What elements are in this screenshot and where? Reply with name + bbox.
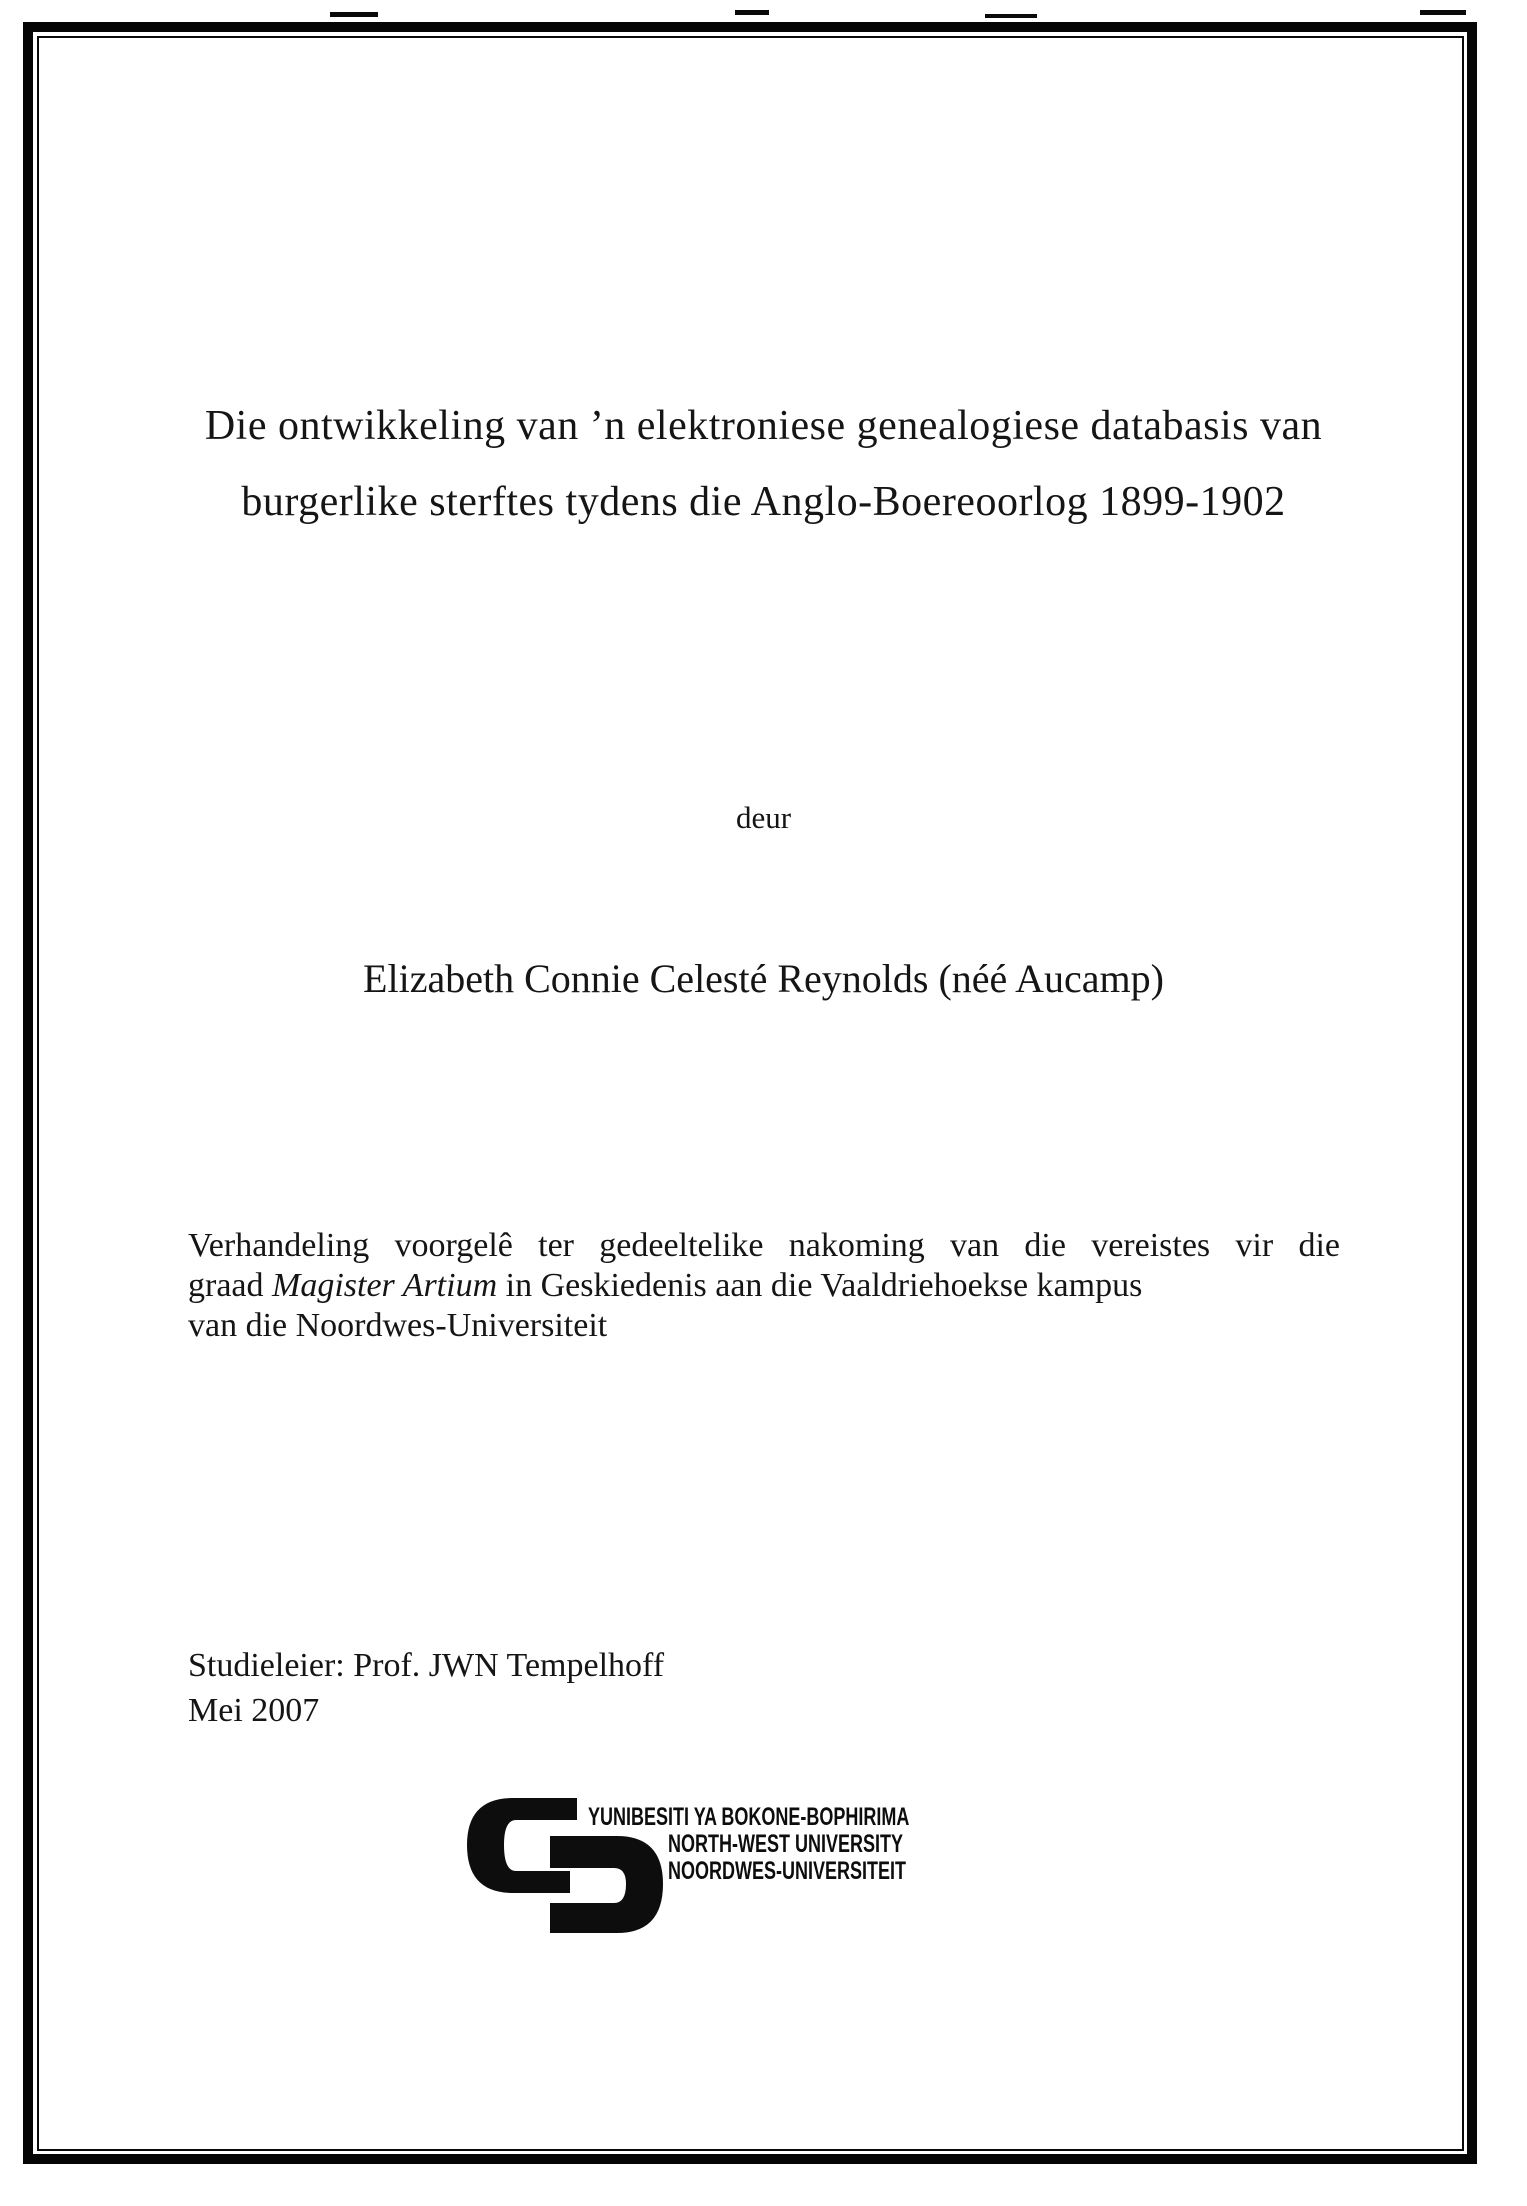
thesis-title-line1: Die ontwikkeling van ’n elektroniese genealogiese databasis van	[204, 403, 1323, 449]
statement-line2-pre: graad	[188, 1267, 273, 1304]
thesis-title	[0, 388, 1527, 540]
university-name-setswana: YUNIBESITI YA BOKONE-BOPHIRIMA	[588, 1803, 910, 1831]
university-name-afrikaans: NOORDWES-UNIVERSITEIT	[668, 1857, 907, 1885]
supervisor-line: Studieleier: Prof. JWN Tempelhoff	[188, 1647, 665, 1684]
thesis-title-line2: burgerlike sterftes tydens die Anglo-Boereoorlog 1899-1902	[241, 479, 1286, 525]
university-name-block	[588, 1804, 1034, 1885]
scan-artifact	[735, 10, 769, 15]
scan-artifact	[330, 12, 378, 17]
university-logo	[467, 1798, 1167, 1938]
supervisor-block	[188, 1643, 664, 1733]
scan-artifact	[1420, 10, 1466, 15]
statement-line3: van die Noordwes-Universiteit	[188, 1307, 608, 1344]
byline: deur	[735, 800, 792, 835]
statement-line2-post: in Geskiedenis aan die Vaaldriehoekse kampus	[497, 1267, 1143, 1304]
scan-artifact	[985, 14, 1037, 18]
university-name-english: NORTH-WEST UNIVERSITY	[668, 1830, 904, 1858]
date-line: Mei 2007	[188, 1692, 320, 1729]
degree-name: Magister Artium	[272, 1267, 498, 1304]
author-name: Elizabeth Connie Celesté Reynolds (néé Aucamp)	[363, 956, 1164, 1001]
statement-line1: Verhandeling voorgelê ter gedeeltelike nakoming van die vereistes vir die	[188, 1227, 1340, 1264]
statement-line2	[188, 1266, 1340, 1306]
submission-statement	[188, 1226, 1340, 1346]
